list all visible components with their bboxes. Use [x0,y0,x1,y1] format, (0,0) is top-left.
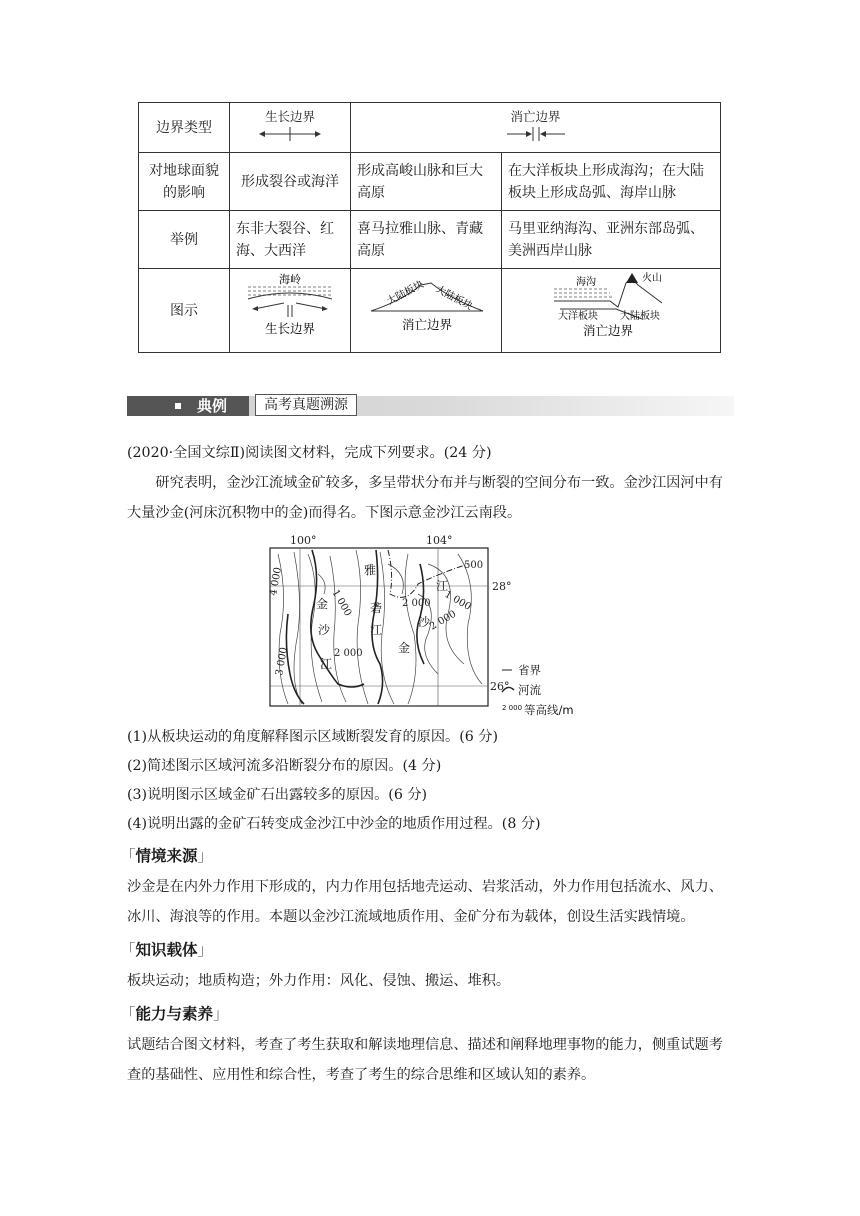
cell-growth-impact: 形成裂谷或海洋 [230,153,351,211]
row-label-boundary-type: 边界类型 [139,103,230,153]
jinsha-jiang-label-1: 江 [320,657,333,671]
contour-label-1000-b: 1 000 [329,588,354,619]
jinsha-jin-label-2: 金 [398,641,411,655]
legend-contour-number: 2 000 [502,704,523,712]
cell-continental-impact: 形成高峻山脉和巨大高原 [351,153,502,211]
ridge-diagram [230,269,350,345]
table-row [139,211,721,269]
section-heading-context: 「情境来源」 [120,847,214,865]
square-bullet-icon [175,403,181,409]
collision-boundary-caption: 消亡边界 [401,317,453,332]
banner-subtitle: 高考真题溯源 [255,394,357,416]
trench-diagram [502,269,702,345]
lon-104-label: 104° [426,534,453,547]
cell-continental-example: 喜马拉雅山脉、青藏高原 [351,211,502,269]
section-text-ability: 试题结合图文材料，考查了考生获取和解读地理信息、描述和阐释地理事物的能力，侧重试题考查的基础性、应用性和综合性，考查了考生的综合思维和区域认知的素养。 [127,1037,723,1083]
question-3: (3)说明图示区域金矿石出露较多的原因。(6 分) [127,787,428,803]
cell-oceanic-impact: 在大洋板块上形成海沟；在大陆板块上形成岛弧、海岸山脉 [502,153,721,211]
contour-label-2000-b: 2 000 [402,598,431,609]
diverging-arrows-icon [255,126,325,142]
banner-label: 典例 [197,397,228,415]
growth-boundary-caption: 生长边界 [264,321,316,336]
table-row [139,153,721,211]
growth-boundary-symbol-cell [230,103,351,153]
land-plate-label: 大陆板块 [620,311,660,322]
subduction-boundary-caption: 消亡边界 [582,323,634,338]
question-2: (2)简述图示区域河流多沿断裂分布的原因。(4 分) [127,758,442,774]
yalong-long-label: 砻 [370,601,383,615]
row-label-diagram: 图示 [139,269,230,353]
subduction-diagram [502,269,721,353]
lat-26-label: 26° [490,680,510,693]
jinsha-river-map [268,534,588,718]
contour-label-3000: 3 000 [274,646,290,677]
section-banner [127,394,734,422]
mountain-diagram [351,269,501,345]
section-heading-ability: 「能力与素养」 [120,1005,229,1023]
jinsha-jin-label-1: 金 [316,597,329,611]
volcano-label: 火山 [642,273,662,284]
contour-label-2000-a: 2 000 [334,648,363,659]
yalong-ya-label: 雅 [364,563,377,577]
jinsha-sha-label-2: 沙 [418,615,431,629]
right-plate-label: 大陆板块 [433,283,475,313]
question-4: (4)说明出露的金矿石转变成金沙江中沙金的地质作用过程。(8 分) [127,816,541,832]
row-label-example: 举例 [139,211,230,269]
legend-contour-label: 等高线/m [524,703,574,717]
continental-collision-diagram [351,269,502,353]
growth-boundary-title: 生长边界 [264,109,315,124]
consume-boundary-symbol-cell [351,103,721,153]
ridge-label: 海岭 [279,273,301,286]
jinsha-sha-label-1: 沙 [318,623,331,637]
ocean-plate-label: 大洋板块 [558,311,598,322]
table-row [139,269,721,353]
contour-label-500: 500 [464,560,484,571]
lat-28-label: 28° [492,580,512,593]
plate-boundary-table [138,102,721,353]
question-1: (1)从板块运动的角度解释图示区域断裂发育的原因。(6 分) [127,729,499,745]
yalong-jiang-label: 江 [370,623,383,637]
section-text-context: 沙金是在内外力作用下形成的，内力作用包括地壳运动、岩浆活动，外力作用包括流水、风力、冰川、海浪等的作用。本题以金沙江流域地质作用、金矿分布为载体，创设生活实践情境。 [127,879,723,925]
growth-boundary-diagram [230,269,351,353]
legend-border-label: 省界 [518,663,541,677]
left-plate-label: 大陆板块 [385,279,426,308]
contour-label-2000-c: 2 000 [428,608,459,633]
row-label-impact: 对地球面貌的影响 [139,153,230,211]
cell-oceanic-example: 马里亚纳海沟、亚洲东部岛弧、美洲西岸山脉 [502,211,721,269]
consume-boundary-title: 消亡边界 [510,109,561,124]
converging-arrows-icon [501,126,571,142]
lon-100-label: 100° [290,534,317,547]
contour-label-1000-a: 1 000 [442,589,473,613]
section-text-knowledge: 板块运动；地质构造；外力作用：风化、侵蚀、搬运、堆积。 [127,973,511,989]
legend-river-label: 河流 [518,683,541,697]
jinsha-jiang-label-2: 江 [436,579,449,593]
question-material: 研究表明，金沙江流域金矿较多，多呈带状分布并与断裂的空间分布一致。金沙江因河中有大量沙金(河床沉积物中的金)而得名。下图示意金沙江云南段。 [127,475,723,521]
cell-growth-example: 东非大裂谷、红海、大西洋 [230,211,351,269]
contour-label-4000: 4 000 [268,566,284,597]
trench-label: 海沟 [576,277,596,288]
table-row [139,103,721,153]
section-heading-knowledge: 「知识载体」 [120,941,214,959]
question-intro: (2020·全国文综Ⅱ)阅读图文材料，完成下列要求。(24 分) [127,445,492,461]
